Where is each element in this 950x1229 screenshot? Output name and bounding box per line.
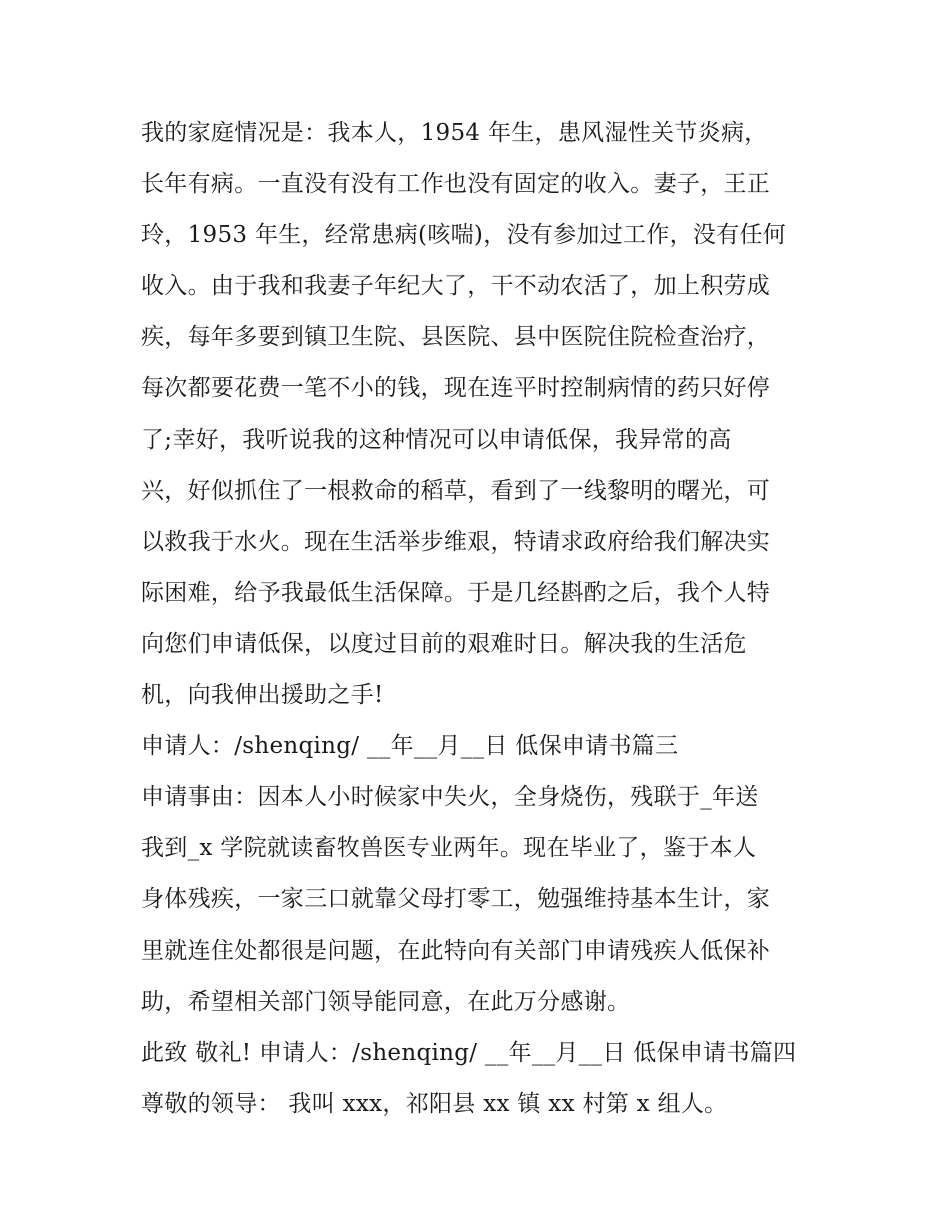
text-line: 兴，好似抓住了一根救命的稻草，看到了一线黎明的曙光，可 — [141, 477, 771, 504]
text-line: 尊敬的领导： 我叫 xxx，祁阳县 xx 镇 xx 村第 x 组人。 — [141, 1090, 728, 1117]
text-line: 向您们申请低保，以度过目前的艰难时日。解决我的生活危 — [141, 630, 747, 657]
text-line: 了;幸好，我听说我的这种情况可以申请低保，我异常的高 — [141, 426, 732, 453]
text-line: 以救我于水火。现在生活举步维艰，特请求政府给我们解决实 — [141, 528, 771, 555]
text-line: 长年有病。一直没有没有工作也没有固定的收入。妻子，王正 — [141, 171, 771, 198]
text-line: 玲，1953 年生，经常患病(咳喘)，没有参加过工作，没有任何 — [141, 222, 787, 249]
text-line: 机，向我伸出援助之手! — [141, 682, 384, 709]
text-line: 此致 敬礼! 申请人：/shenqing/ __年__月__日 低保申请书篇四 — [141, 1039, 797, 1066]
text-line: 申请人：/shenqing/ __年__月__日 低保申请书篇三 — [141, 733, 679, 760]
text-line: 我到_x 学院就读畜牧兽医专业两年。现在毕业了，鉴于本人 — [141, 835, 757, 862]
text-line: 际困难，给予我最低生活保障。于是几经斟酌之后，我个人特 — [141, 579, 771, 606]
text-line: 收入。由于我和我妻子年纪大了，干不动农活了，加上积劳成 — [141, 273, 771, 300]
text-line: 助，希望相关部门领导能同意，在此万分感谢。 — [141, 988, 631, 1015]
text-line: 申请事由：因本人小时候家中失火，全身烧伤，残联于_年送 — [141, 784, 759, 811]
text-line: 里就连住处都很是问题，在此特向有关部门申请残疾人低保补 — [141, 937, 771, 964]
text-line: 身体残疾，一家三口就靠父母打零工，勉强维持基本生计，家 — [141, 886, 771, 913]
text-line: 我的家庭情况是：我本人，1954 年生，患风湿性关节炎病， — [141, 120, 768, 146]
document-body — [141, 108, 831, 1130]
text-line: 每次都要花费一笔不小的钱，现在连平时控制病情的药只好停 — [141, 375, 771, 402]
text-line: 疾，每年多要到镇卫生院、县医院、县中医院住院检查治疗， — [141, 324, 771, 351]
